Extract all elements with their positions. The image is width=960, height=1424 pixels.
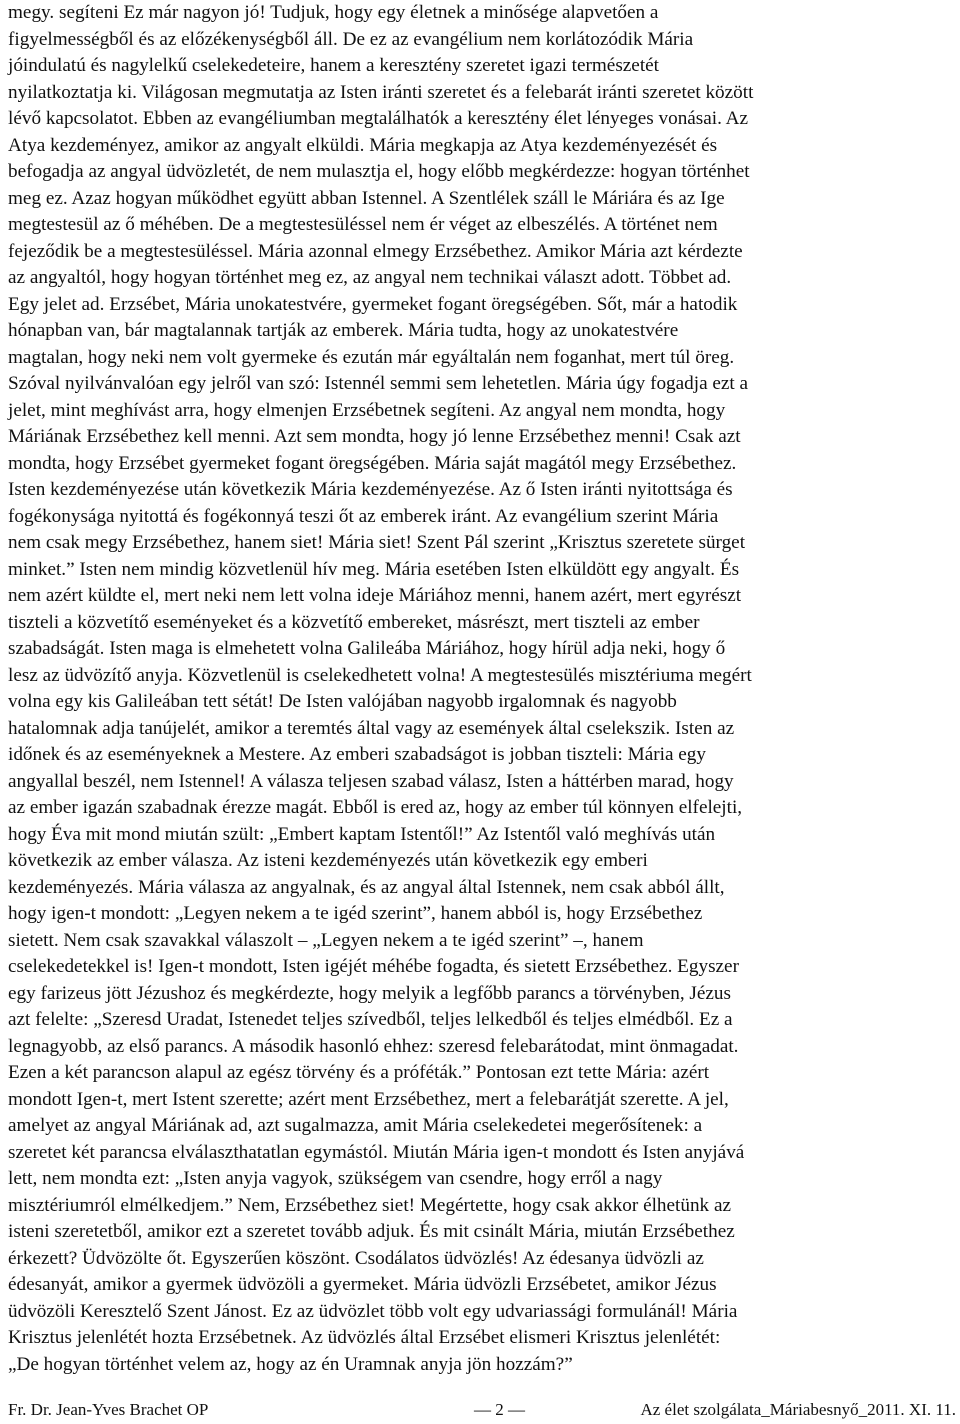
body-text-line: időnek és az eseményeknek a Mestere. Az emberi szabadságot is jobban tiszteli: Mária egy (8, 744, 706, 765)
body-text-line: hónapban van, bár magtalannak tartják az emberek. Mária tudta, hogy az unokatestvére (8, 320, 679, 341)
body-text-line: hogy igen-t mondott: „Legyen nekem a te igéd szerint”, hanem abból is, hogy Erzsébethez (8, 903, 703, 924)
body-text-line: nyilatkoztatja ki. Világosan megmutatja az Isten iránti szeretet és a felebarát iránti szeretet között (8, 81, 754, 103)
body-text-line: fogékonysága nyitottá és fogékonnyá teszi őt az emberek iránt. Az evangélium szerint Mária (8, 505, 719, 527)
body-text-line: Ezen a két parancson alapul az egész törvény és a próféták.” Pontosan ezt tette Mária: azért (8, 1062, 710, 1083)
body-text-line: meg ez. Azaz hogyan működhet együtt abban Istennel. A Szentlélek száll le Máriára és az Ige (8, 187, 725, 209)
footer-author: Fr. Dr. Jean-Yves Brachet OP (8, 1400, 209, 1419)
body-text-line: hatalomnak adja tanújelét, amikor a teremtés által vagy az események által cselekszik. Isten az (8, 717, 735, 739)
body-text-line: kezdeményezés. Mária válasza az angyalnak, és az angyal által Istennek, nem csak abból állt, (8, 876, 725, 898)
body-text-line: fejeződik be a megtestesüléssel. Mária azonnal elmegy Erzsébethez. Amikor Mária azt kérdezte (8, 240, 743, 262)
body-text-line: megy. segíteni Ez már nagyon jó! Tudjuk, hogy egy életnek a minősége alapvetően a (8, 2, 659, 23)
body-text-line: megtestesül az ő méhében. De a megtestesüléssel nem ér véget az elbeszélés. A történet nem (8, 214, 718, 235)
body-text-line: hogy Éva mit mond miután szült: „Embert kaptam Istentől!” Az Istentől való meghívás után (8, 823, 716, 845)
body-text-line: Máriának Erzsébethez kell menni. Azt sem mondta, hogy jó lenne Erzsébethez menni! Csak azt (8, 426, 741, 447)
body-text-line: befogadja az angyal üdvözletét, de nem mulasztja el, hogy előbb megkérdezze: hogyan történhet (8, 161, 750, 182)
body-text-line: volna egy kis Galileában tett sétát! De Isten valójában nagyobb irgalomnak és nagyobb (8, 691, 677, 712)
footer-document-title: Az élet szolgálata_Máriabesnyő_2011. XI. 11. (640, 1400, 956, 1419)
body-text-line: isteni szeretetből, amikor ezt a szeretet tovább adjuk. És mit csinált Mária, miután Erzsébethez (8, 1221, 735, 1242)
body-text-line: következik az ember válasza. Az isteni kezdeményezés után következik egy emberi (8, 850, 648, 871)
body-text-line: magtalan, hogy neki nem volt gyermeke és ezután már egyáltalán nem foganhat, mert túl öreg. (8, 346, 735, 368)
footer-page-number: — 2 — (474, 1400, 525, 1419)
body-text-line: misztériumról elmélkedjem.” Nem, Erzsébethez siet! Megértette, hogy csak akkor élhetünk az (8, 1194, 731, 1216)
body-text-line: jóindulatú és nagylelkű cselekedeteire, hanem a keresztény szeretet igazi természetét (8, 55, 659, 76)
body-text-line: Atya kezdeményez, amikor az angyalt elküldi. Mária megkapja az Atya kezdeményezését és (8, 134, 718, 156)
body-text-line: édesanyát, amikor a gyermek üdvözöli a gyermeket. Mária üdvözli Erzsébetet, amikor Jézus (8, 1274, 717, 1295)
body-text-line: Isten kezdeményezése után következik Mária kezdeményezése. Az ő Isten iránti nyitottsága és (8, 479, 733, 500)
body-text-line: Szóval nyilvánvalóan egy jelről van szó: Istennél semmi sem lehetetlen. Mária úgy fogadja ezt a (8, 373, 749, 394)
body-text-line: érkezett? Üdvözölte őt. Egyszerűen köszönt. Csodálatos üdvözlés! Az édesanya üdvözli az (8, 1247, 704, 1269)
body-text-line: szabadságát. Isten maga is elmehetett volna Galileába Máriához, hogy hírül adja neki, hogy ő (8, 638, 726, 659)
body-text-line: lévő kapcsolatot. Ebben az evangéliumban megtalálhatók a keresztény élet lényeges vonásai. Az (8, 108, 749, 129)
body-text-line: szeretet két parancsa elválaszthatatlan egymástól. Miután Mária igen-t mondott és Isten anyjává (8, 1141, 745, 1163)
body-text-line: Egy jelet ad. Erzsébet, Mária unokatestvére, gyermeket fogant öregségében. Sőt, már a hatodik (8, 293, 738, 315)
body-text-line: egy farizeus jött Jézushoz és megkérdezte, hogy melyik a legfőbb parancs a törvényben, Jézus (8, 982, 731, 1004)
body-text-line: mondott Igen-t, mert Istent szerette; azért ment Erzsébethez, mert a felebarátját szerette. A jel, (8, 1088, 729, 1110)
body-text-line: Krisztus jelenlétét hozta Erzsébetnek. Az üdvözlés által Erzsébet elismeri Krisztus jelenlétét: (8, 1327, 721, 1348)
body-text-line: minket.” Isten nem mindig közvetlenül hív meg. Mária esetében Isten elküldött egy angyalt. És (8, 558, 740, 580)
body-text-line: üdvözöli Keresztelő Szent Jánost. Ez az üdvözlet több volt egy udvariassági formulánál! Mária (8, 1300, 738, 1322)
body-text-line: angyallal beszél, nem Istennel! A válasza teljesen szabad válasz, Isten a háttérben marad, hogy (8, 770, 734, 792)
body-text-line: lett, nem mondta ezt: „Isten anyja vagyok, szükségem van csendre, hogy erről a nagy (8, 1168, 663, 1189)
body-text-line: lesz az üdvözítő anyja. Közvetlenül is cselekedhetett volna! A megtestesülés misztériuma megért (8, 664, 752, 686)
body-text-line: tiszteli a közvetítő eseményeket és a közvetítő embereket, másrészt, mert tiszteli az ember (8, 611, 700, 633)
body-text-line: jelet, mint meghívást arra, hogy elmenjen Erzsébetnek segíteni. Az angyal nem mondta, hogy (8, 399, 726, 421)
page-number-value: 2 (495, 1400, 504, 1419)
body-text-line: legnagyobb, az első parancs. A második hasonló ehhez: szeresd felebarátodat, mint önmagadat. (8, 1035, 739, 1057)
body-text-line: figyelmességből és az előzékenységből áll. De ez az evangélium nem korlátozódik Mária (8, 28, 694, 50)
body-text-line: amelyet az angyal Máriának ad, azt sugalmazza, amit Mária cselekedetei megerősítenek: a (8, 1115, 703, 1136)
body-text-line: sietett. Nem csak szavakkal válaszolt – „Legyen nekem a te igéd szerint” –, hanem (8, 929, 644, 951)
body-text-line: nem csak megy Erzsébethez, hanem siet! Mária siet! Szent Pál szerint „Krisztus szeretete sürget (8, 532, 746, 553)
document-body (8, 0, 956, 1378)
body-text-line: „De hogyan történhet velem az, hogy az én Uramnak anyja jön hozzám?” (8, 1353, 573, 1375)
body-text-line: mondta, hogy Erzsébet gyermeket fogant öregségében. Mária saját magától megy Erzsébethez. (8, 452, 737, 474)
body-text-line: cselekedetekkel is! Igen-t mondott, Isten igéjét méhébe fogadta, és sietett Erzsébethez. Egyszer (8, 956, 739, 977)
body-text-line: az ember igazán szabadnak érezze magát. Ebből is ered az, hogy az ember túl könnyen elfelejti, (8, 797, 743, 818)
body-text-line: nem azért küldte el, mert neki nem lett volna ideje Máriához menni, hanem azért, mert egyrészt (8, 585, 742, 606)
page-footer (8, 1398, 956, 1422)
body-text-line: azt felelte: „Szeresd Uradat, Istenedet teljes szívedből, teljes lelkedből és teljes elmédből. Ez a (8, 1009, 733, 1030)
body-text-line: az angyaltól, hogy hogyan történhet meg ez, az angyal nem technikai választ adott. Többet ad. (8, 267, 732, 288)
